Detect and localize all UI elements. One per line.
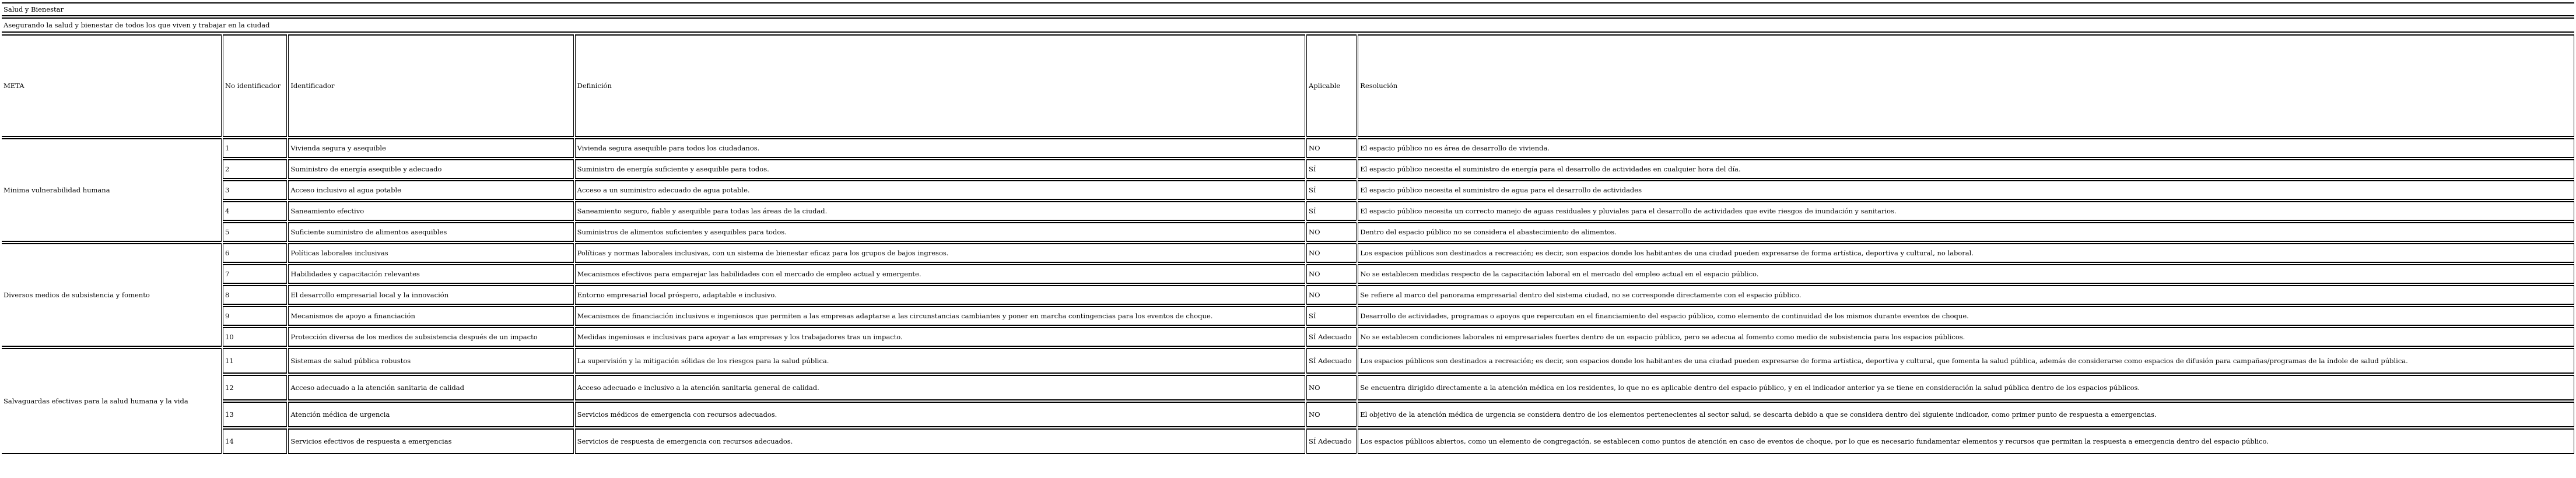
identificador-cell: Sistemas de salud pública robustos — [288, 348, 573, 374]
resolucion-cell: Se encuentra dirigido directamente a la atención médica en los residentes, lo que no es aplicable dentro del espacio público, y en el indicador anterior ya se tiene en consideración la salud pública dentro de los espacios públicos. — [1358, 375, 2574, 400]
identificador-cell: Suministro de energía asequible y adecuado — [288, 159, 573, 179]
resolucion-cell: Se refiere al marco del panorama empresarial dentro del sistema ciudad, no se corresponde directamente con el espacio público. — [1358, 285, 2574, 305]
definicion-cell: Mecanismos de financiación inclusivos e ingeniosos que permiten a las empresas adaptarse a las circunstancias cambiantes y poner en marcha contingencias para los eventos de choque. — [575, 306, 1305, 326]
table-row — [2, 306, 2574, 326]
no-cell: 10 — [223, 327, 287, 347]
aplicable-cell: SÍ Adecuado — [1306, 348, 1357, 374]
aplicable-cell: SÍ — [1306, 159, 1357, 179]
resolucion-cell: No se establecen condiciones laborales ni empresariales fuertes dentro de un espacio público, pero se adecua al fomento como medio de subsistencia para los espacios públicos. — [1358, 327, 2574, 347]
resolucion-cell: El espacio público necesita un correcto manejo de aguas residuales y pluviales para el desarrollo de actividades que evite riesgos de inundación y sanitarios. — [1358, 201, 2574, 221]
aplicable-cell: NO — [1306, 264, 1357, 284]
identificador-cell: Habilidades y capacitación relevantes — [288, 264, 573, 284]
no-cell: 11 — [223, 348, 287, 374]
resolucion-cell: El espacio público necesita el suministro de agua para el desarrollo de actividades — [1358, 180, 2574, 200]
no-cell: 14 — [223, 428, 287, 454]
resolucion-cell: Los espacios públicos abiertos, como un elemento de congregación, se establecen como puntos de atención en caso de eventos de choque, por lo que es necesario fundamentar elementos y recursos que permitan la respuesta a emergencia dentro del espacio público. — [1358, 428, 2574, 454]
identificador-cell: Servicios efectivos de respuesta a emergencias — [288, 428, 573, 454]
no-cell: 3 — [223, 180, 287, 200]
aplicable-cell: SÍ — [1306, 201, 1357, 221]
meta-cell: Minima vulnerabilidad humana — [2, 138, 222, 242]
table-row — [2, 327, 2574, 347]
header-no-identificador: No identificador — [223, 34, 287, 137]
table-row — [2, 201, 2574, 221]
definicion-cell: Medidas ingeniosas e inclusivas para apoyar a las empresas y los trabajadores tras un impacto. — [575, 327, 1305, 347]
aplicable-cell: NO — [1306, 222, 1357, 242]
indicators-table — [1, 33, 2575, 455]
table-row — [2, 402, 2574, 427]
identificador-cell: Suficiente suministro de alimentos asequibles — [288, 222, 573, 242]
no-cell: 9 — [223, 306, 287, 326]
table-row — [2, 243, 2574, 263]
identificador-cell: El desarrollo empresarial local y la innovación — [288, 285, 573, 305]
definicion-cell: Suministro de energía suficiente y asequible para todos. — [575, 159, 1305, 179]
identificador-cell: Mecanismos de apoyo a financiación — [288, 306, 573, 326]
header-definicion: Definición — [575, 34, 1305, 137]
definicion-cell: Acceso adecuado e inclusivo a la atención sanitaria general de calidad. — [575, 375, 1305, 400]
table-row — [2, 285, 2574, 305]
definicion-cell: Políticas y normas laborales inclusivas, con un sistema de bienestar eficaz para los grupos de bajos ingresos. — [575, 243, 1305, 263]
meta-cell: Diversos medios de subsistencia y fomento — [2, 243, 222, 347]
header-aplicable: Aplicable — [1306, 34, 1357, 137]
identificador-cell: Vivienda segura y asequible — [288, 138, 573, 158]
resolucion-cell: El espacio público necesita el suministro de energía para el desarrollo de actividades en cualquier hora del día. — [1358, 159, 2574, 179]
table-row — [2, 348, 2574, 374]
aplicable-cell: SÍ — [1306, 180, 1357, 200]
definicion-cell: La supervisión y la mitigación sólidas de los riesgos para la salud pública. — [575, 348, 1305, 374]
no-cell: 12 — [223, 375, 287, 400]
aplicable-cell: NO — [1306, 285, 1357, 305]
aplicable-cell: NO — [1306, 138, 1357, 158]
resolucion-cell: Dentro del espacio público no se considera el abastecimiento de alimentos. — [1358, 222, 2574, 242]
definicion-cell: Servicios de respuesta de emergencia con recursos adecuados. — [575, 428, 1305, 454]
page-subtitle: Asegurando la salud y bienestar de todos los que viven y trabajar en la ciudad — [2, 17, 2574, 33]
table-row — [2, 222, 2574, 242]
resolucion-cell: Los espacios públicos son destinados a recreación; es decir, son espacios donde los habitantes de una ciudad pueden expresarse de forma artística, deportiva y cultural, no laboral. — [1358, 243, 2574, 263]
no-cell: 5 — [223, 222, 287, 242]
no-cell: 4 — [223, 201, 287, 221]
no-cell: 13 — [223, 402, 287, 427]
header-meta: META — [2, 34, 222, 137]
no-cell: 8 — [223, 285, 287, 305]
aplicable-cell: SÍ Adecuado — [1306, 428, 1357, 454]
table-row — [2, 138, 2574, 158]
page-title: Salud y Bienestar — [2, 2, 2574, 16]
resolucion-cell: No se establecen medidas respecto de la capacitación laboral en el mercado del empleo actual en el espacio público. — [1358, 264, 2574, 284]
resolucion-cell: El espacio público no es área de desarrollo de vivienda. — [1358, 138, 2574, 158]
table-row — [2, 264, 2574, 284]
resolucion-cell: El objetivo de la atención médica de urgencia se considera dentro de los elementos pertenecientes al sector salud, se descarta debido a que se considera dentro del siguiente indicador, como primer punto de respuesta a emergencias. — [1358, 402, 2574, 427]
definicion-cell: Servicios médicos de emergencia con recursos adecuados. — [575, 402, 1305, 427]
meta-cell: Salvaguardas efectivas para la salud humana y la vida — [2, 348, 222, 454]
aplicable-cell: NO — [1306, 402, 1357, 427]
table-row — [2, 375, 2574, 400]
definicion-cell: Entorno empresarial local próspero, adaptable e inclusivo. — [575, 285, 1305, 305]
header-identificador: Identificador — [288, 34, 573, 137]
no-cell: 7 — [223, 264, 287, 284]
definicion-cell: Vivienda segura asequible para todos los ciudadanos. — [575, 138, 1305, 158]
aplicable-cell: NO — [1306, 243, 1357, 263]
table-row — [2, 159, 2574, 179]
definicion-cell: Saneamiento seguro, fiable y asequible para todas las áreas de la ciudad. — [575, 201, 1305, 221]
no-cell: 2 — [223, 159, 287, 179]
resolucion-cell: Desarrollo de actividades, programas o apoyos que repercutan en el financiamiento del espacio público, como elemento de continuidad de los mismos durante eventos de choque. — [1358, 306, 2574, 326]
aplicable-cell: SÍ — [1306, 306, 1357, 326]
definicion-cell: Suministros de alimentos suficientes y asequibles para todos. — [575, 222, 1305, 242]
no-cell: 1 — [223, 138, 287, 158]
identificador-cell: Acceso inclusivo al agua potable — [288, 180, 573, 200]
no-cell: 6 — [223, 243, 287, 263]
aplicable-cell: SÍ Adecuado — [1306, 327, 1357, 347]
identificador-cell: Saneamiento efectivo — [288, 201, 573, 221]
identificador-cell: Acceso adecuado a la atención sanitaria de calidad — [288, 375, 573, 400]
identificador-cell: Políticas laborales inclusivas — [288, 243, 573, 263]
table-row — [2, 428, 2574, 454]
table-header-row — [2, 34, 2574, 137]
identificador-cell: Atención médica de urgencia — [288, 402, 573, 427]
identificador-cell: Protección diversa de los medios de subsistencia después de un impacto — [288, 327, 573, 347]
aplicable-cell: NO — [1306, 375, 1357, 400]
resolucion-cell: Los espacios públicos son destinados a recreación; es decir, son espacios donde los habitantes de una ciudad pueden expresarse de forma artística, deportiva y cultural, que fomenta la salud pública, además de considerarse como espacios de difusión para campañas/programas de la índole de salud pública. — [1358, 348, 2574, 374]
definicion-cell: Mecanismos efectivos para emparejar las habilidades con el mercado de empleo actual y emergente. — [575, 264, 1305, 284]
table-row — [2, 180, 2574, 200]
definicion-cell: Acceso a un suministro adecuado de agua potable. — [575, 180, 1305, 200]
header-resolucion: Resolución — [1358, 34, 2574, 137]
